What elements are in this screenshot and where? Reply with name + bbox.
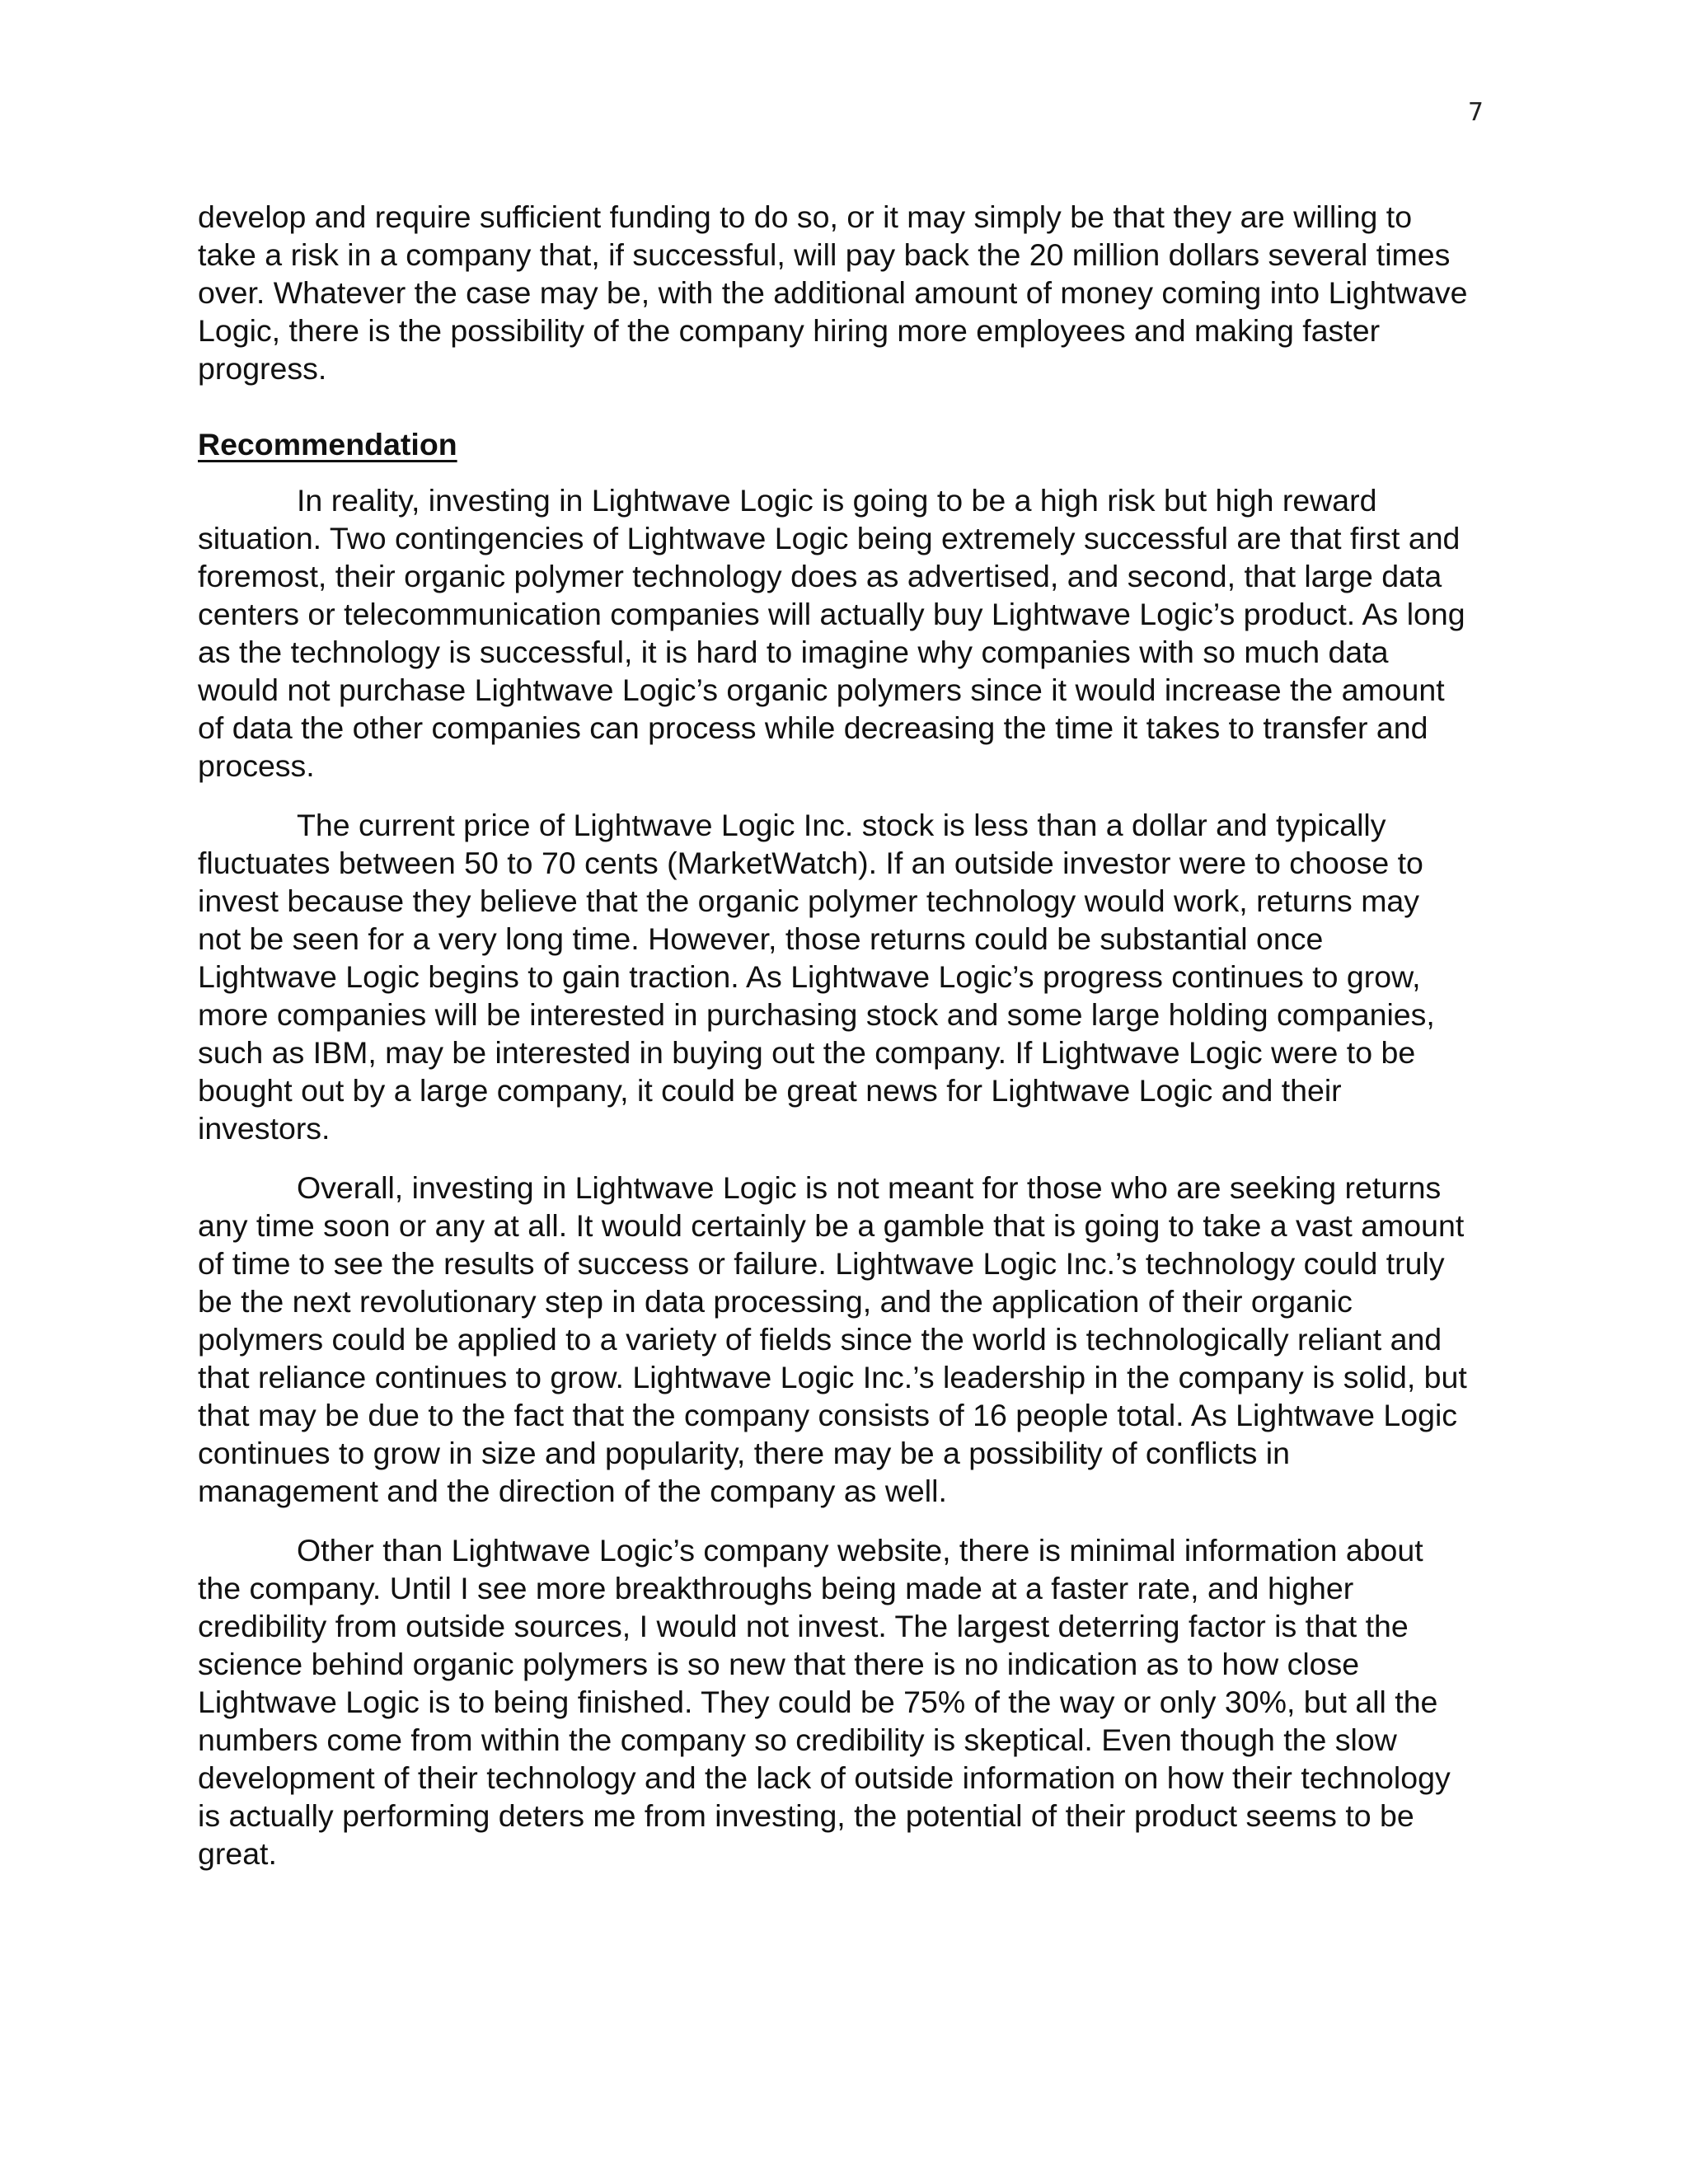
- recommendation-paragraph-3: Overall, investing in Lightwave Logic is not meant for those who are seeking returns any time soon or any at all. It would certainly be a gamble that is going to take a vast amount of time to see the results of success or failure. Lightwave Logic Inc.’s technology could truly be the next revolutionary step in data processing, and the application of their organic polymers could be applied to a variety of fields since the world is technologically reliant and that reliance continues to grow. Lightwave Logic Inc.’s leadership in the company is solid, but that may be due to the fact that the company consists of 16 people total. As Lightwave Logic continues to grow in size and popularity, there may be a possibility of conflicts in management and the direction of the company as well.: [198, 1170, 1467, 1508]
- document-body: [198, 198, 1470, 1894]
- page-number: 7: [1467, 98, 1484, 127]
- recommendation-paragraph-1: In reality, investing in Lightwave Logic is going to be a high risk but high reward situation. Two contingencies of Lightwave Logic being extremely successful are that first and foremost, their organic polymer technology does as advertised, and second, that large data centers or telecommunication companies will actually buy Lightwave Logic’s product. As long as the technology is successful, it is hard to imagine why companies with so much data would not purchase Lightwave Logic’s organic polymers since it would increase the amount of data the other companies can process while decreasing the time it takes to transfer and process.: [198, 483, 1465, 783]
- recommendation-heading: Recommendation: [198, 427, 457, 462]
- recommendation-paragraph-4: Other than Lightwave Logic’s company website, there is minimal information about the company. Until I see more breakthroughs being made at a faster rate, and higher credibility from outside sources, I would not invest. The largest deterring factor is that the science behind organic polymers is so new that there is no indication as to how close Lightwave Logic is to being finished. They could be 75% of the way or only 30%, but all the numbers come from within the company so credibility is skeptical. Even though the slow development of their technology and the lack of outside information on how their technology is actually performing deters me from investing, the potential of their product seems to be great.: [198, 1533, 1451, 1871]
- recommendation-paragraph-2: The current price of Lightwave Logic Inc. stock is less than a dollar and typically fluctuates between 50 to 70 cents (MarketWatch). If an outside investor were to choose to invest because they believe that the organic polymer technology would work, returns may not be seen for a very long time. However, those returns could be substantial once Lightwave Logic begins to gain traction. As Lightwave Logic’s progress continues to grow, more companies will be interested in purchasing stock and some large holding companies, such as IBM, may be interested in buying out the company. If Lightwave Logic were to be bought out by a large company, it could be great news for Lightwave Logic and their investors.: [198, 808, 1435, 1146]
- intro-paragraph: develop and require sufficient funding to do so, or it may simply be that they are willing to take a risk in a company that, if successful, will pay back the 20 million dollars several times over. Whatever the case may be, with the additional amount of money coming into Lightwave Logic, there is the possibility of the company hiring more employees and making faster progress.: [198, 199, 1468, 386]
